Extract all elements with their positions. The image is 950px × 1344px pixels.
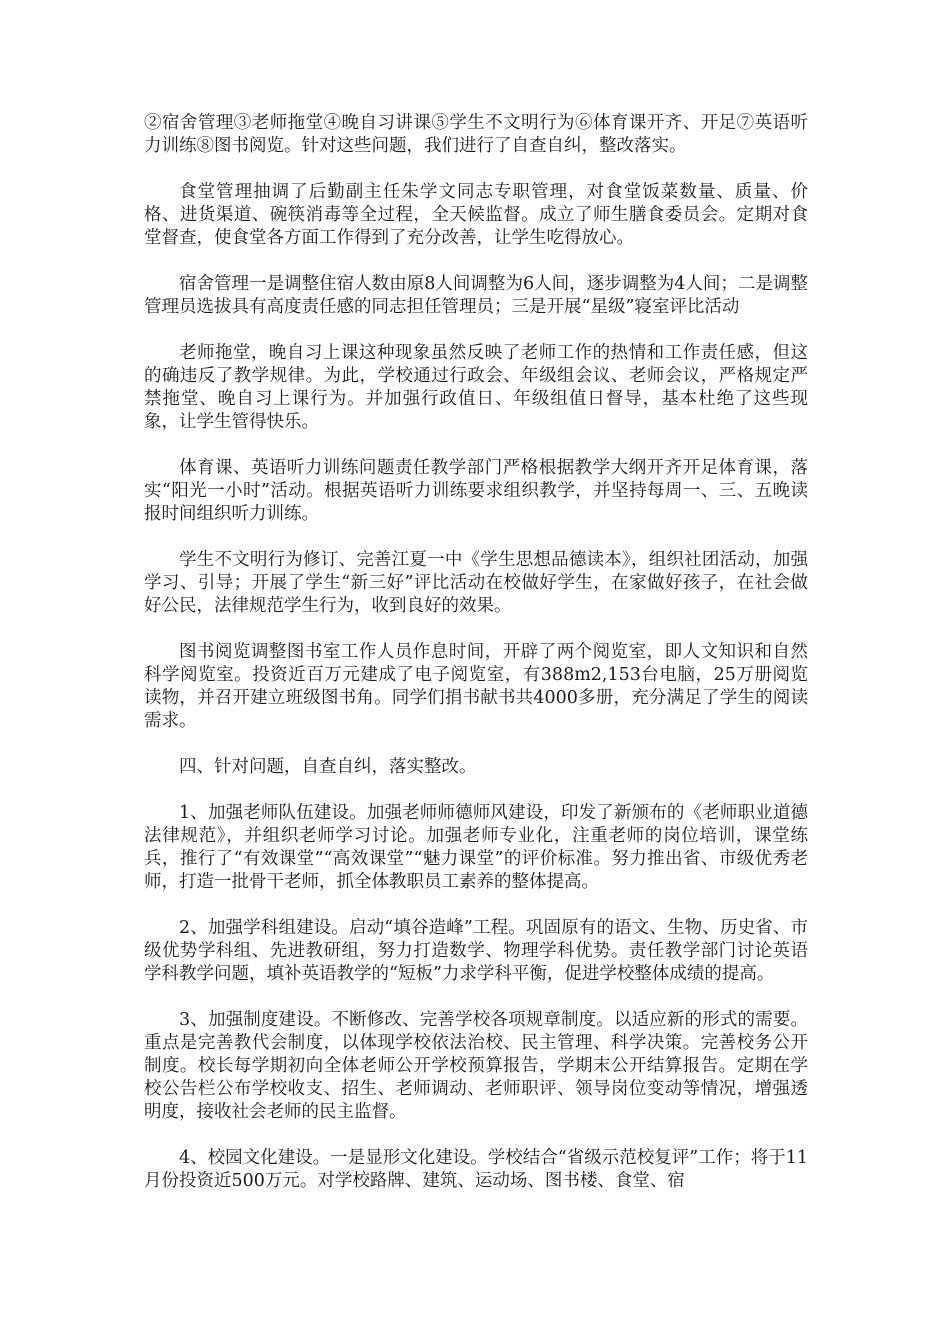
paragraph-student-behavior: 学生不文明行为修订、完善江夏一中《学生思想品德读本》，组织社团活动，加强学习、引导；开展了学生“新三好”评比活动在校做好学生，在家做好孩子，在社会做好公民，法律规范学生行为，收到良好的效果。 xyxy=(144,550,808,616)
paragraph-system-building: 3、加强制度建设。不断修改、完善学校各项规章制度。以适应新的形式的需要。重点是完善教代会制度，以体现学校依法治校、民主管理、科学决策。完善校务公开制度。校长每学期初向全体老师公开学校预算报告，学期末公开结算报告。定期在学校公告栏公布学校收支、招生、老师调动、老师职评、领导岗位变动等情况，增强透明度，接收社会老师的民主监督。 xyxy=(144,1010,808,1122)
paragraph-subject-groups: 2、加强学科组建设。启动“填谷造峰”工程。巩固原有的语文、生物、历史省、市级优势学科组、先进教研组，努力打造数学、物理学科优势。责任教学部门讨论英语学科教学问题，填补英语教学的“短板”力求学科平衡，促进学校整体成绩的提高。 xyxy=(144,918,808,984)
document-body xyxy=(144,112,808,1216)
paragraph-problem-list: ②宿舍管理③老师拖堂④晚自习讲课⑤学生不文明行为⑥体育课开齐、开足⑦英语听力训练⑧图书阅览。针对这些问题，我们进行了自查自纠，整改落实。 xyxy=(144,113,808,156)
paragraph-teacher-overtime: 老师拖堂，晚自习上课这种现象虽然反映了老师工作的热情和工作责任感，但这的确违反了教学规律。为此，学校通过行政会、年级组会议、老师会议，严格规定严禁拖堂、晚自习上课行为。并加强行政值日、年级组值日督导，基本杜绝了这些现象，让学生管得快乐。 xyxy=(144,343,808,432)
paragraph-pe-english: 体育课、英语听力训练问题责任教学部门严格根据教学大纲开齐开足体育课，落实“阳光一小时”活动。根据英语听力训练要求组织教学，并坚持每周一、三、五晚读报时间组织听力训练。 xyxy=(144,458,808,524)
paragraph-library-reading: 图书阅览调整图书室工作人员作息时间，开辟了两个阅览室，即人文知识和自然科学阅览室。投资近百万元建成了电子阅览室，有388m2,153台电脑，25万册阅览读物，并召开建立班级图书角。同学们捐书献书共4000多册，充分满足了学生的阅读需求。 xyxy=(144,642,808,731)
paragraph-teacher-team: 1、加强老师队伍建设。加强老师师德师风建设，印发了新颁布的《老师职业道德法律规范》，并组织老师学习讨论。加强老师专业化，注重老师的岗位培训，课堂练兵，推行了“有效课堂”“高效课堂”“魅力课堂”的评价标准。努力推出省、市级优秀老师，打造一批骨干老师，抓全体教职员工素养的整体提高。 xyxy=(144,803,808,892)
paragraph-dormitory-management: 宿舍管理一是调整住宿人数由原8人间调整为6人间，逐步调整为4人间；二是调整管理员选拔具有高度责任感的同志担任管理员；三是开展“星级”寝室评比活动 xyxy=(144,274,808,317)
section-heading-rectification: 四、针对问题，自查自纠，落实整改。 xyxy=(179,757,477,777)
paragraph-campus-culture: 4、校园文化建设。一是显形文化建设。学校结合“省级示范校复评”工作；将于11月份投资近500万元。对学校路牌、建筑、运动场、图书楼、食堂、宿 xyxy=(144,1148,808,1191)
paragraph-canteen-management: 食堂管理抽调了后勤副主任朱学文同志专职管理，对食堂饭菜数量、质量、价格、进货渠道、碗筷消毒等全过程，全天候监督。成立了师生膳食委员会。定期对食堂督查，使食堂各方面工作得到了充分改善，让学生吃得放心。 xyxy=(144,182,808,248)
